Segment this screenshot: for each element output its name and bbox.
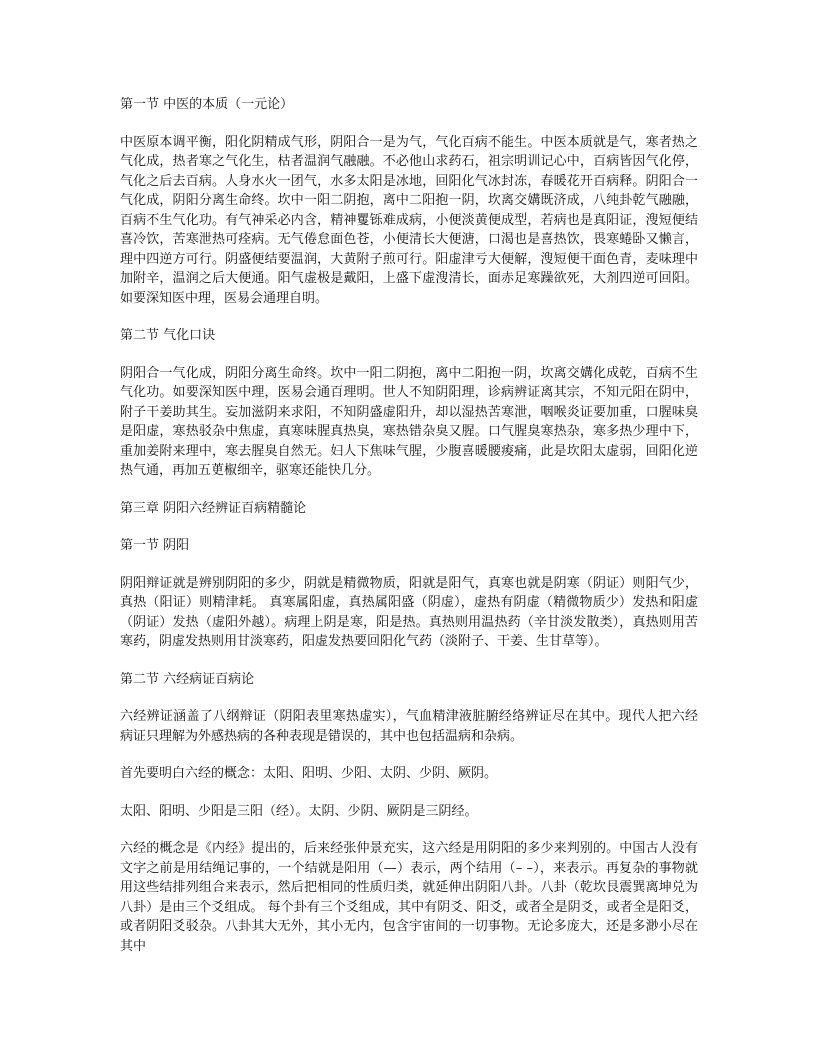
- paragraph-six-meridians-intro: 六经辨证涵盖了八纲辩证（阴阳表里寒热虚实），气血精津液脏腑经络辨证尽在其中。现代人把六经病证只理解为外感热病的各种表现是错误的，其中也包括温病和杂病。: [120, 709, 698, 744]
- section-heading-six-meridians: 第二节 六经病证百病论: [120, 671, 255, 687]
- section-heading-essence: 第一节 中医的本质（一元论）: [120, 97, 294, 112]
- paragraph-neijing-origin: 六经的概念是《内经》提出的，后来经张仲景充实，这六经是用阴阳的多少来判别的。中国古人没有文字之前是用结绳记事的，一个结就是阳用（—）表示，两个结用（– –），来表示。再复杂的事物就用这些结排列组合来表示，然后把相同的性质归类，就延伸出阴阳八卦。八卦（乾坎艮震巽离坤兑为八卦）是由三个爻组成。 每个卦有三个爻组成，其中有阴爻、阳爻，或者全是阴爻，或者全是阳爻，或者阴阳爻驳杂。八卦其大无外，其小无内，包含宇宙间的一切事物。无论多庞大，还是多渺小尽在其中: [120, 841, 698, 954]
- section-heading-yinyang: 第一节 阴阳: [120, 538, 190, 553]
- chapter-heading-three: 第三章 阴阳六经辨证百病精髓论: [120, 500, 307, 516]
- section-heading-qihua: 第二节 气化口诀: [120, 328, 216, 343]
- paragraph-six-meridians-concepts: 首先要明白六经的概念：太阳、阳明、少阳、太阴、少阴、厥阴。: [120, 766, 498, 781]
- paragraph-three-yang-three-yin: 太阳、阳明、少阳是三阳（经）。太阴、少阴、厥阴是三阴经。: [120, 803, 478, 819]
- paragraph-essence: 中医原本调平衡，阳化阴精成气形，阴阳合一是为气，气化百病不能生。中医本质就是气，寒者热之气化成，热者寒之气化生，枯者温润气融融。不必他山求药石，祖宗明训记心中，百病皆因气化停，气化之后去百病。人身水火一团气，水多太阳是冰地，回阳化气冰封冻，春暖花开百病释。阴阳合一气化成，阴阳分离生命终。坎中一阳二阴抱，离中二阳抱一阴，坎离交媾既济成，八纯卦乾气融融，百病不生气化功。有气神采必内含，精神矍铄难成病，小便淡黄便成型，若病也是真阳证，溲短便结喜冷饮，苦寒泄热可痊病。无气倦怠面色苍，小便清长大便溏，口渴也是喜热饮，畏寒蜷卧又懒言，理中四逆方可行。阴盛便结要温润，大黄附子煎可行。阳虚津亏大便解，溲短便干面色青，麦味理中加附辛，温润之后大便通。阳气虚极是戴阳，上盛下虚溲清长，面赤足寒躁欲死，大剂四逆可回阳。 如要深知医中理，医易会通理自明。: [120, 134, 698, 306]
- document-body: [120, 95, 698, 974]
- paragraph-yinyang: 阴阳辩证就是辨别阴阳的多少，阴就是精微物质，阳就是阳气，真寒也就是阴寒（阴证）则阳气少，真热（阳证）则精津耗。 真寒属阳虚，真热属阳盛（阴虚），虚热有阴虚（精微物质少）发热和阳虚（阴证）发热（虚阳外越）。病理上阴是寒，阳是热。真热则用温热药（辛甘淡发散类），真热则用苦寒药，阴虚发热则用甘淡寒药，阳虚发热要回阳化气药（淡附子、干姜、生甘草等）。: [120, 575, 698, 649]
- paragraph-qihua: 阴阳合一气化成，阴阳分离生命终。坎中一阳二阴抱，离中二阳抱一阴，坎离交媾化成乾，百病不生气化功。如要深知医中理，医易会通百理明。世人不知阴阳理，诊病辨证离其宗，不知元阳在阴中，附子干姜助其生。妄加滋阴来求阳，不知阴盛虚阳升，却以湿热苦寒泄，咽喉炎证要加重，口腥味臭是阳虚，寒热驳杂中焦虚，真寒味腥真热臭，寒热错杂臭又腥。口气腥臭寒热杂，寒多热少理中下，重加姜附来理中，寒去腥臭自然无。妇人下焦味气腥，少腹喜暖腰痠痛，此是坎阳太虚弱，回阳化逆热气通，再加五茰椒细辛，驱寒还能快几分。: [120, 365, 698, 478]
